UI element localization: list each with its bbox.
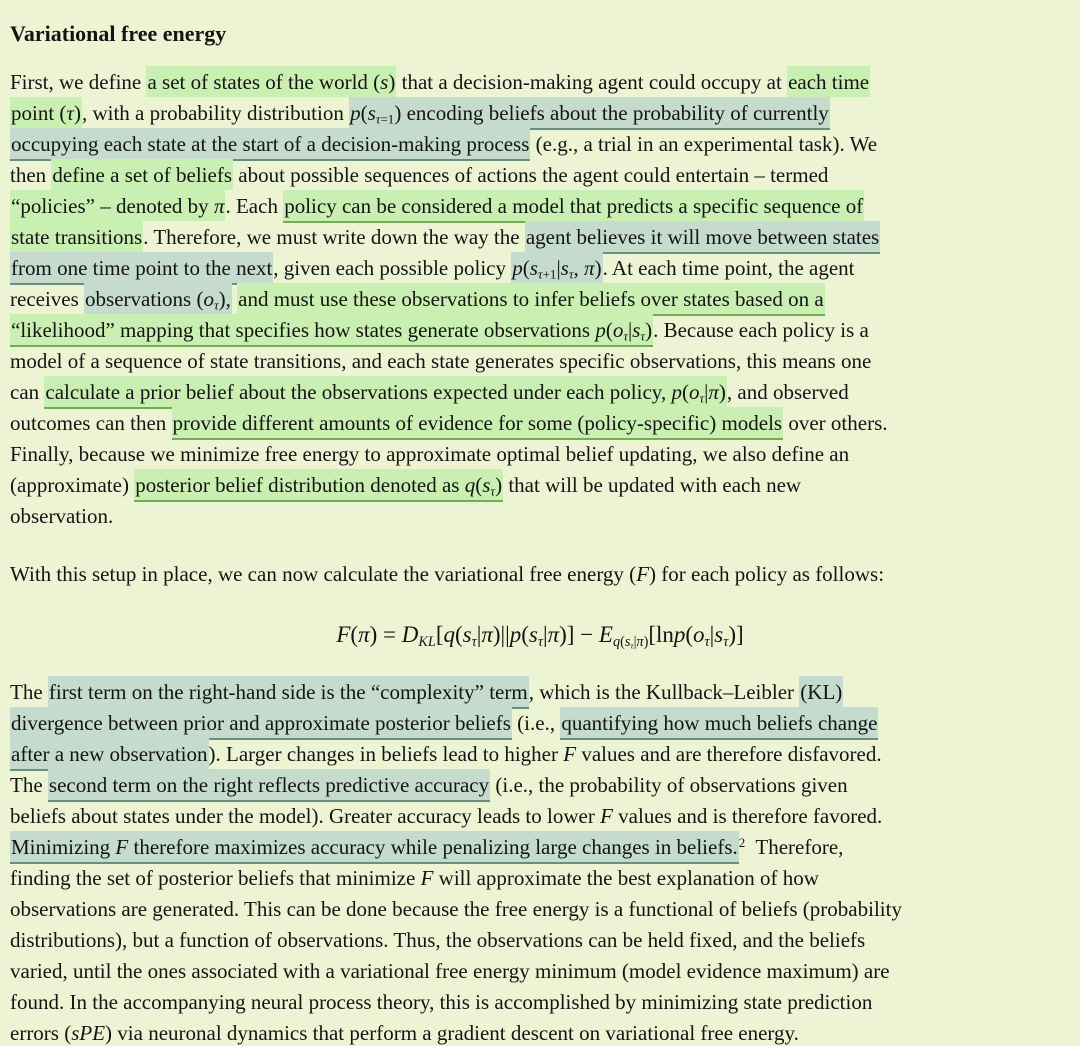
text-segment: , which is the Kullback–Leibler [528,680,800,704]
text-segment: , with a probability distribution [81,101,350,125]
text-segment: that will be updated with each new [503,473,802,497]
text-segment: The [10,680,48,704]
text-segment: . Each [225,194,284,218]
green-highlight: each time [787,66,870,97]
green-highlight: “policies” – denoted by π [10,190,225,221]
text-line [10,346,1070,377]
text-segment: outcomes can then [10,411,172,435]
text-line [10,439,1070,470]
text-segment: can [10,380,45,404]
text-segment: receives [10,287,85,311]
paragraph [10,677,1070,1046]
teal-highlight: after a new observation [10,738,209,771]
text-segment: (approximate) [10,473,135,497]
text-segment: Finally, because we minimize free energy to approximate optimal belief updating, we also define an [10,442,850,466]
text-line [10,315,1070,346]
teal-highlight: occupying each state at the start of a decision-making process [10,128,530,161]
text-line [10,408,1070,439]
paragraph [10,559,1070,590]
text-line [10,377,1070,408]
green-highlight: posterior belief distribution denoted as $q(s_\tau)$ [134,469,503,502]
text-segment: observation. [10,504,114,528]
teal-highlight: observations $(o_\tau)$, [84,283,232,316]
text-line [10,98,1070,129]
text-line [10,987,1070,1018]
text-line [10,129,1070,160]
text-segment: finding the set of posterior beliefs that minimize F will approximate the best explanation of how [10,866,819,890]
text-line [10,191,1070,222]
green-highlight: a set of states of the world (s) [146,66,396,97]
text-line [10,801,1070,832]
text-segment: . Therefore, we must write down the way the [143,225,525,249]
text-segment: (i.e., [511,711,561,735]
text-segment: about possible sequences of actions the agent could entertain – termed [233,163,829,187]
text-line [10,284,1070,315]
text-segment: observations are generated. This can be done because the free energy is a functional of beliefs (probability [10,897,902,921]
teal-highlight: $p(s_{\tau=1})$ encoding beliefs about the probability of currently [349,97,830,130]
text-segment: First, we define [10,70,147,94]
teal-highlight: $p(s_{\tau+1}|s_\tau$, π) [511,252,602,285]
text-segment: (e.g., a trial in an experimental task). We [530,132,878,156]
text-line [10,67,1070,98]
document-content [10,67,1070,1046]
teal-highlight: (KL) [799,676,843,709]
text-line [10,894,1070,925]
green-highlight: provide different amounts of evidence for some (policy-specific) models [172,407,784,440]
text-line [10,832,1070,863]
text-segment: then [10,163,52,187]
teal-highlight: first term on the right-hand side is the “complexity” term [48,676,529,709]
green-highlight: “likelihood” mapping that specifies how states generate observations $p(o_\tau|s_\tau)$ [10,314,653,347]
text-line [10,1018,1070,1046]
text-segment: varied, until the ones associated with a variational free energy minimum (model evidence maximum) are [10,959,890,983]
text-line [10,956,1070,987]
teal-highlight: Minimizing F therefore maximizes accuracy while penalizing large changes in beliefs. [10,831,739,864]
text-segment: that a decision-making agent could occupy at [396,70,788,94]
text-segment: over others. [783,411,888,435]
teal-highlight: divergence between prior and approximate posterior beliefs [10,707,512,740]
text-segment: found. In the accompanying neural process theory, this is accomplished by minimizing state prediction [10,990,873,1014]
teal-highlight: second term on the right reflects predictive accuracy [48,769,490,802]
green-highlight: state transitions [10,221,143,254]
text-segment: errors (sPE) via neuronal dynamics that perform a gradient descent on variational free energy. [10,1021,799,1045]
text-segment: The [10,773,48,797]
text-line [10,863,1070,894]
text-segment: With this setup in place, we can now calculate the variational free energy (F) for each policy as follows: [10,562,885,586]
text-line [10,253,1070,284]
text-line [10,559,1070,590]
text-line [10,501,1070,532]
text-segment: ). Larger changes in beliefs lead to higher F values and are therefore disfavored. [208,742,882,766]
green-highlight: policy can be considered a model that predicts a specific sequence of [283,190,864,223]
page-title: Variational free energy [10,21,227,46]
text-segment: . Because each policy is a [653,318,869,342]
teal-highlight: agent believes it will move between states [525,221,880,254]
text-segment: distributions), but a function of observations. Thus, the observations can be held fixed, and the beliefs [10,928,866,952]
green-highlight: and must use these observations to infer beliefs over states based on a [237,283,825,316]
text-line [10,160,1070,191]
text-segment: , given each possible policy [273,256,512,280]
teal-highlight: quantifying how much beliefs change [560,707,878,740]
text-line [10,770,1070,801]
text-line [10,222,1070,253]
text-segment: , and observed [726,380,849,404]
free-energy-equation: $F(\pi) = D_{KL}[q(s_\tau|\pi)||p(s_\tau|\pi)] - E_{q(s_\tau|\pi)}[\ln p(o_\tau|s_\tau)]$ [336,622,744,651]
text-line [10,677,1070,708]
text-line [10,708,1070,739]
green-highlight: calculate a prior belief about the observations expected under each policy, $p(o_\tau|\pi)$ [44,376,726,409]
text-line [10,470,1070,501]
text-segment: . At each time point, the agent [602,256,855,280]
text-segment: model of a sequence of state transitions, and each state generates specific observations, this means one [10,349,872,373]
text-line [10,739,1070,770]
text-line [10,925,1070,956]
green-highlight: define a set of beliefs [51,159,233,190]
green-highlight: point (τ) [10,97,82,128]
teal-highlight: from one time point to the next [10,252,273,285]
paragraph [10,67,1070,532]
text-segment: $^2$ Therefore, [738,834,844,859]
text-segment: beliefs about states under the model). Greater accuracy leads to lower F values and is therefore favored. [10,804,883,828]
text-segment: (i.e., the probability of observations given [490,773,848,797]
